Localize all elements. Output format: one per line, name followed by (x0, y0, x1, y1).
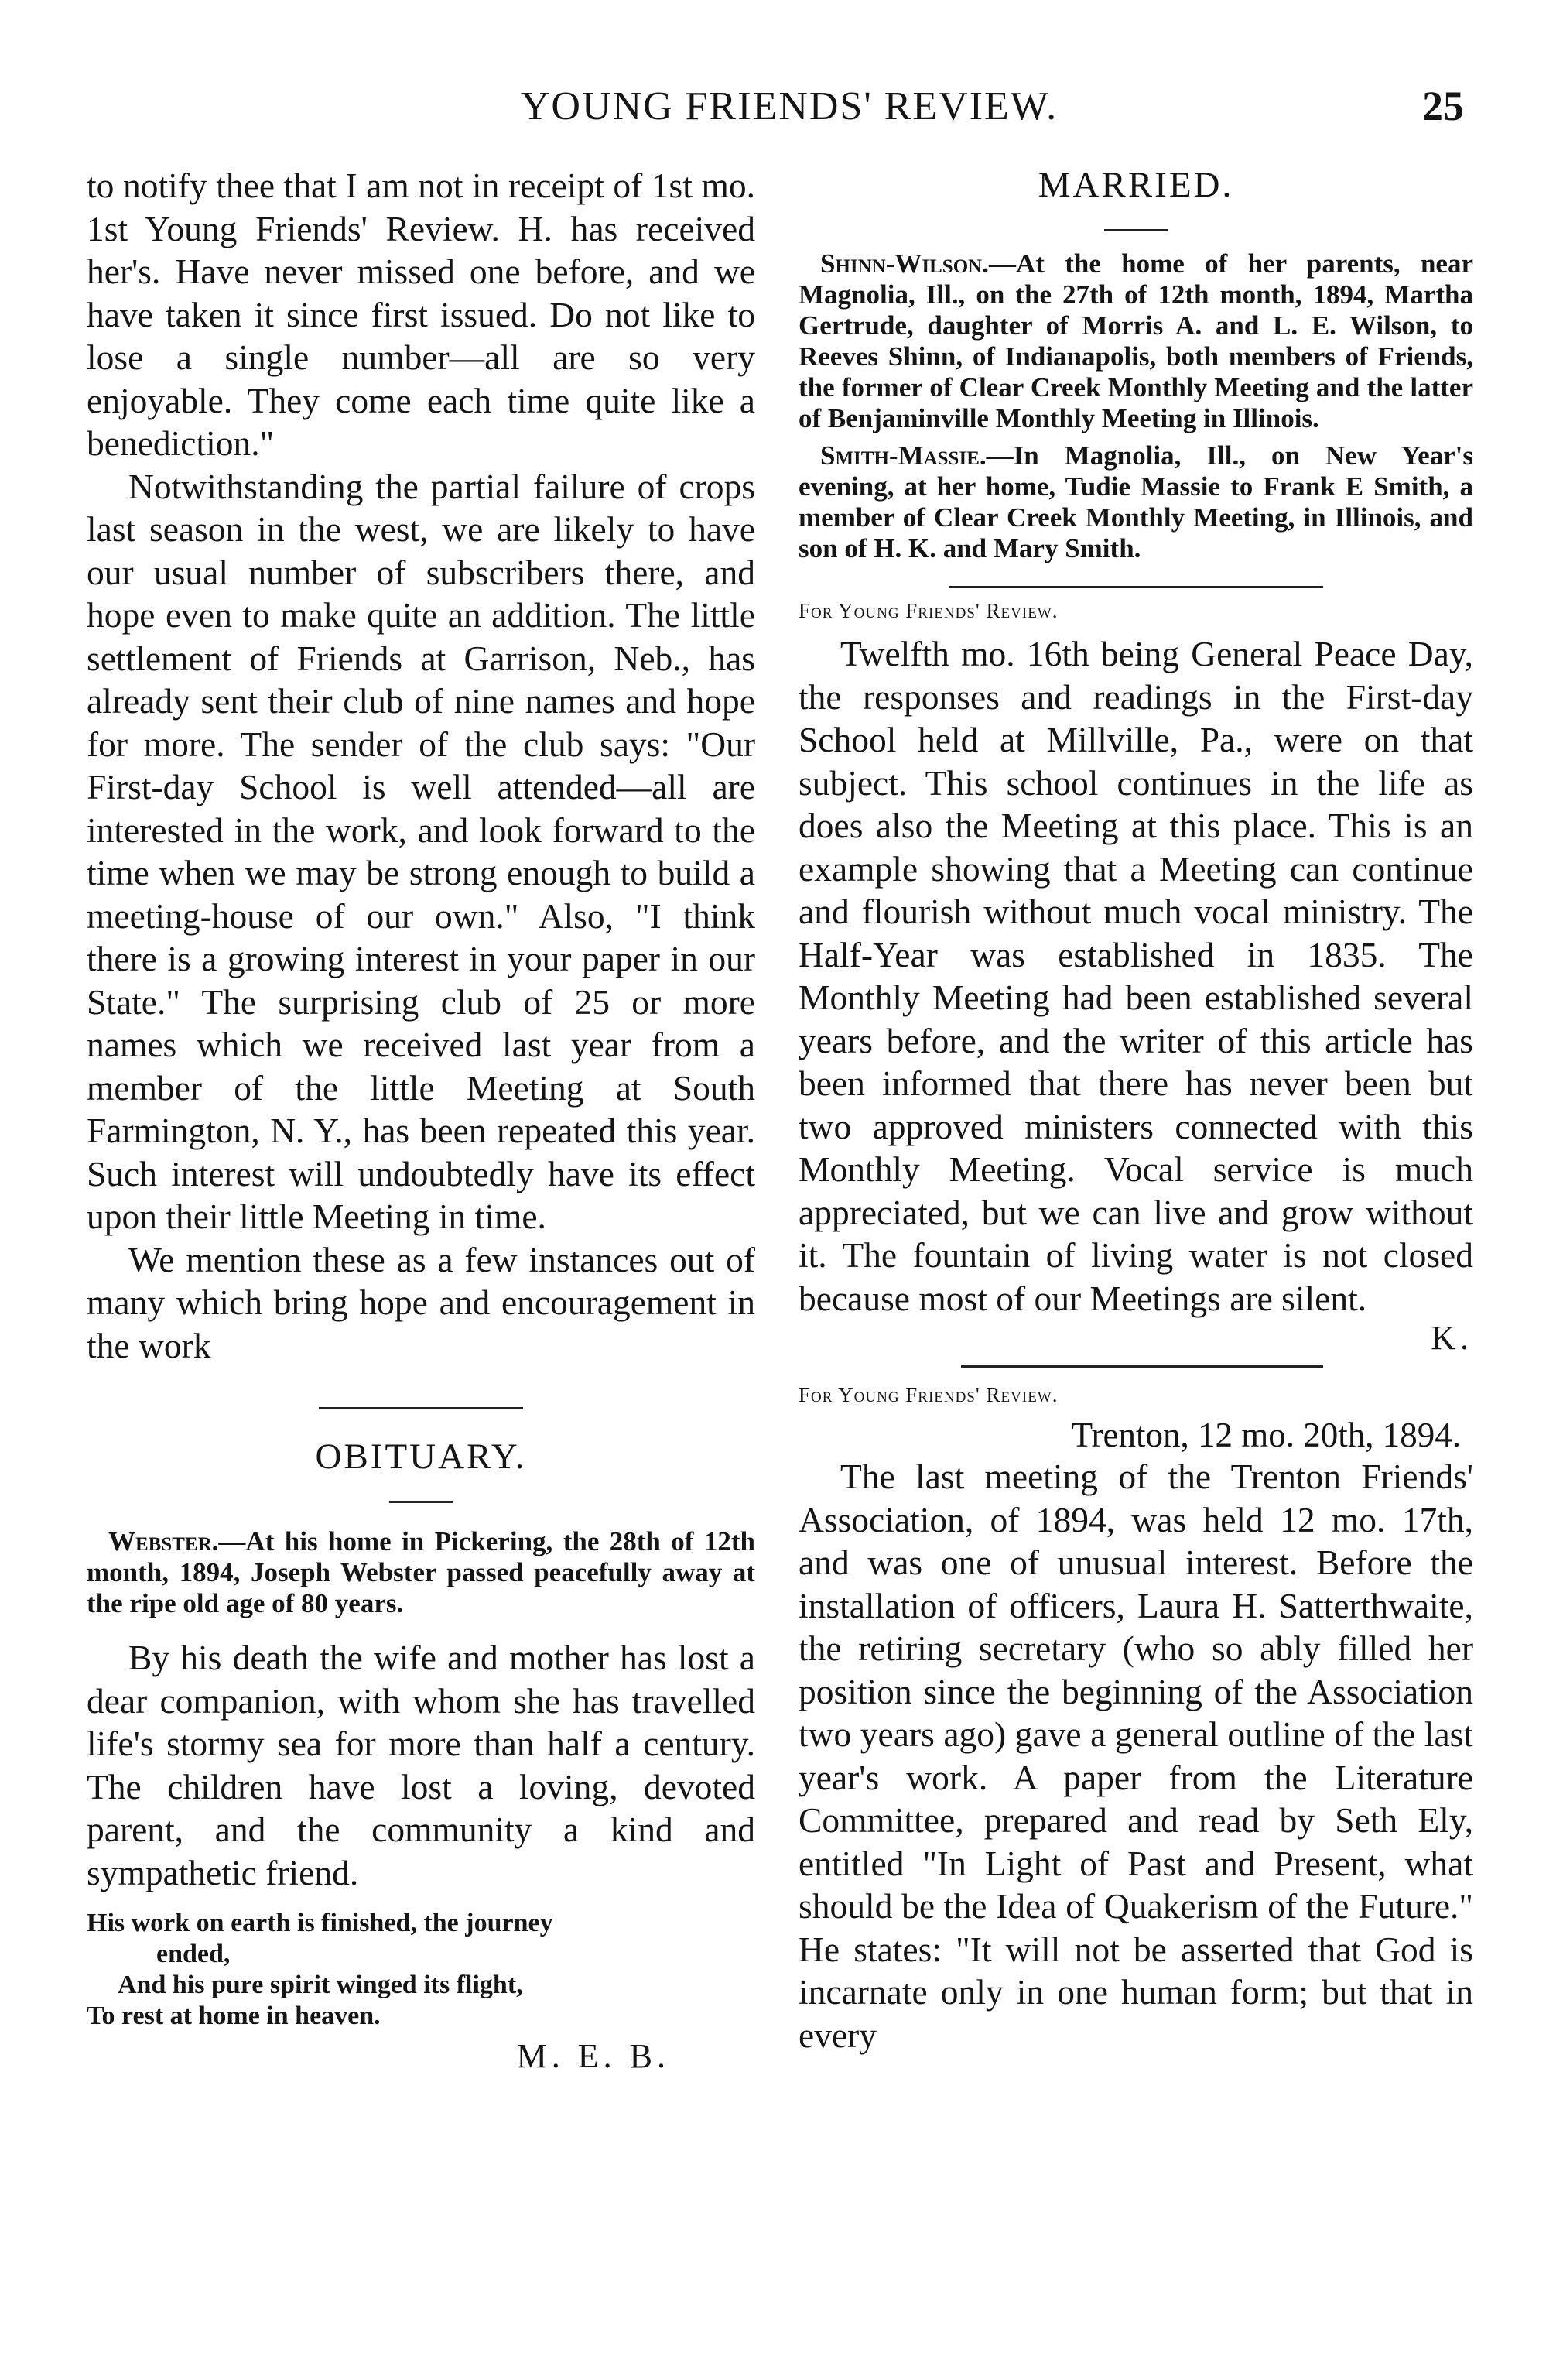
marriage-names: Smith-Massie. (820, 440, 987, 471)
peace-day-article: Twelfth mo. 16th being General Peace Day, the responses and readings in the First-day School held at Millville, Pa., were on that subject. This school continues in the life as does also the Meeting at this place. This is an example showing that a Meeting can continue and flourish without much vocal ministry. The Half-Year was established in 1835. The Monthly Meeting had been established several years before, and the writer of this article has been informed that there has never been but two approved ministers connected with this Monthly Meeting. Vocal service is much appreciated, but we can live and grow without it. The fountain of living water is not closed because most of our Meetings are silent. (799, 634, 1473, 1318)
obituary-notice-text: —At his home in Pickering, the 28th of 12th month, 1894, Joseph Webster passed peacefully away at the ripe old age of 80 years. (87, 1526, 755, 1618)
heading-rule (389, 1501, 453, 1503)
marriage-names: Shinn-Wilson. (820, 248, 989, 279)
heading-rule (1104, 229, 1168, 231)
marriage-text: —At the home of her parents, near Magnolia, Ill., on the 27th of 12th month, 1894, Martha Gertrude, daughter of Morris A. and L. E. Wilson, to Reeves Shinn, of Indianapolis, both members of Friends, the former of Clear Creek Monthly Meeting and the latter of Benjaminville Monthly Meeting in Illinois. (799, 248, 1473, 433)
section-divider (319, 1407, 523, 1409)
verse-line: And his pure spirit winged its flight, (118, 1971, 523, 1999)
obituary-notice (87, 1526, 755, 1619)
right-column (799, 164, 1473, 2056)
verse-line: To rest at home in heaven. (87, 2002, 381, 2030)
letter-excerpt: to notify thee that I am not in receipt of 1st mo. 1st Young Friends' Review. H. has received her's. Have never missed one before, and we have taken it since first issued. Do not like to lose a single number—all are so very enjoyable. They come each time quite like a benediction." (87, 166, 755, 463)
obituary-name: Webster. (108, 1526, 219, 1556)
memorial-verse (87, 1908, 755, 2032)
closing-paragraph: We mention these as a few instances out of many which bring hope and encouragement in the work (87, 1239, 755, 1365)
page-number: 25 (1422, 83, 1464, 129)
section-divider (949, 586, 1323, 588)
running-title: YOUNG FRIENDS' REVIEW. (520, 84, 1059, 128)
trenton-article: The last meeting of the Trenton Friends' Association, of 1894, was held 12 mo. 17th, and was one of unusual interest. Before the installation of officers, Laura H. Satterthwaite, the retiring secretary (who so ably filled her position since the beginning of the Association two years ago) gave a general outline of the last year's work. A paper from the Literature Committee, prepared and read by Seth Ely, entitled "In Light of Past and Present, what should be the Idea of Quakerism of the Future." He states: "It will not be asserted that God is incarnate only in one human form; but that in every (799, 1457, 1473, 2055)
article-credit: For Young Friends' Review. (799, 599, 1059, 622)
marriage-notice (799, 248, 1473, 434)
verse-line: ended, (156, 1940, 231, 1968)
obituary-body: By his death the wife and mother has lost a dear companion, with whom she has travelled life's stormy sea for more than half a century. The children have lost a loving, devoted parent, and the community a kind and sympathetic friend. (87, 1638, 755, 1892)
section-divider (961, 1365, 1323, 1368)
obituary-signature: M. E. B. (516, 2037, 670, 2075)
article-dateline: Trenton, 12 mo. 20th, 1894. (1071, 1416, 1461, 1454)
subscribers-paragraph: Notwithstanding the partial failure of crops last season in the west, we are likely to have our usual number of subscribers there, and hope even to make quite an addition. The little settlement of Friends at Garrison, Neb., has already sent their club of nine names and hope for more. The sender of the club says: "Our First-day School is well attended—all are interested in the work, and look forward to the time when we may be strong enough to build a meeting-house of our own." Also, "I think there is a growing interest in your paper in our State." The surprising club of 25 or more names which we received last year from a member of the little Meeting at South Farmington, N. Y., has been repeated this year. Such interest will undoubtedly have its effect upon their little Meeting in time. (87, 466, 755, 1236)
left-column (87, 164, 755, 2076)
marriage-text: —In Magnolia, Ill., on New Year's evening, at her home, Tudie Massie to Frank E Smith, a member of Clear Creek Monthly Meeting, in Illinois, and son of H. K. and Mary Smith. (799, 440, 1473, 563)
married-heading: MARRIED. (1038, 165, 1234, 205)
article-signature: K. (1431, 1319, 1473, 1357)
verse-line: His work on earth is finished, the journey (87, 1909, 553, 1937)
obituary-heading: OBITUARY. (315, 1437, 527, 1477)
marriage-notice (799, 440, 1473, 564)
article-credit: For Young Friends' Review. (799, 1383, 1059, 1406)
